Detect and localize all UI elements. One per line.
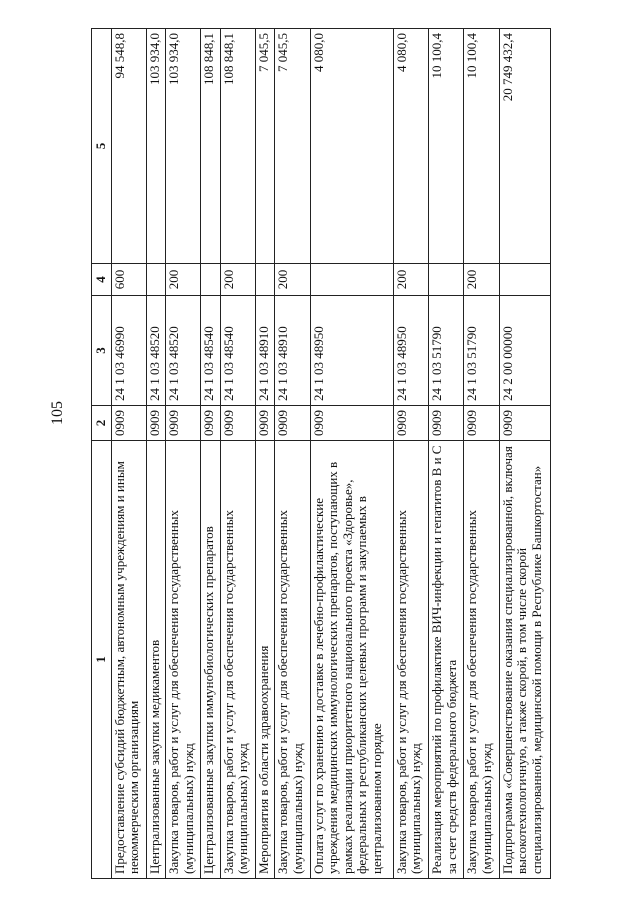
row-target-item-cell: 24 1 03 51790 bbox=[429, 296, 464, 406]
row-name-cell: Закупка товаров, работ и услуг для обеспечения государственных (муниципальных) нужд bbox=[275, 441, 310, 879]
row-amount-cell: 4 080,0 bbox=[310, 29, 393, 264]
row-expense-type-cell bbox=[201, 264, 220, 296]
row-target-item-cell: 24 2 00 00000 bbox=[499, 296, 550, 406]
row-name-cell: Мероприятия в области здравоохранения bbox=[255, 441, 274, 879]
row-target-item-cell: 24 1 03 48910 bbox=[255, 296, 274, 406]
row-name-cell: Централизованные закупки иммунобиологических препаратов bbox=[201, 441, 220, 879]
table-row bbox=[429, 29, 464, 879]
row-target-item-cell: 24 1 03 48950 bbox=[310, 296, 393, 406]
row-target-item-cell: 24 1 03 48520 bbox=[166, 296, 201, 406]
row-amount-cell: 10 100,4 bbox=[429, 29, 464, 264]
row-expense-type-cell bbox=[429, 264, 464, 296]
row-section-cell: 0909 bbox=[310, 406, 393, 441]
row-section-cell: 0909 bbox=[201, 406, 220, 441]
table-header-row bbox=[92, 29, 112, 879]
row-amount-cell: 7 045,5 bbox=[275, 29, 310, 264]
row-section-cell: 0909 bbox=[393, 406, 428, 441]
table-row bbox=[166, 29, 201, 879]
budget-table bbox=[91, 28, 551, 879]
row-amount-cell: 108 848,1 bbox=[201, 29, 220, 264]
row-section-cell: 0909 bbox=[111, 406, 146, 441]
row-name-cell: Реализация мероприятий по профилактике ВИЧ-инфекции и гепатитов B и C за счет средств федерального бюджета bbox=[429, 441, 464, 879]
row-section-cell: 0909 bbox=[255, 406, 274, 441]
row-expense-type-cell: 200 bbox=[393, 264, 428, 296]
row-target-item-cell: 24 1 03 51790 bbox=[464, 296, 499, 406]
row-expense-type-cell bbox=[255, 264, 274, 296]
rotated-page-content bbox=[91, 29, 551, 879]
row-name-cell: Закупка товаров, работ и услуг для обеспечения государственных (муниципальных) нужд bbox=[464, 441, 499, 879]
row-expense-type-cell: 200 bbox=[220, 264, 255, 296]
row-section-cell: 0909 bbox=[146, 406, 165, 441]
table-row bbox=[111, 29, 146, 879]
row-name-cell: Подпрограмма «Совершенствование оказания специализированной, включая высокотехнологичную, а также скорой, в том числе скорой специализированной, медицинской помощи в Республике Башкортостан» bbox=[499, 441, 550, 879]
row-expense-type-cell: 200 bbox=[166, 264, 201, 296]
row-section-cell: 0909 bbox=[275, 406, 310, 441]
table-row bbox=[499, 29, 550, 879]
row-name-cell: Закупка товаров, работ и услуг для обеспечения государственных (муниципальных) нужд bbox=[166, 441, 201, 879]
row-target-item-cell: 24 1 03 48540 bbox=[201, 296, 220, 406]
row-section-cell: 0909 bbox=[464, 406, 499, 441]
row-name-cell: Оплата услуг по хранению и доставке в лечебно-профилактические учреждения медицинских иммунологических препаратов, поступающих в рамках реализации приоритетного национального проекта «Здоровье», федеральных и республиканских целевых программ и закупаемых в централизованном порядке bbox=[310, 441, 393, 879]
page-number: 105 bbox=[49, 401, 66, 425]
row-amount-cell: 103 934,0 bbox=[146, 29, 165, 264]
row-target-item-cell: 24 1 03 48950 bbox=[393, 296, 428, 406]
row-amount-cell: 20 749 432,4 bbox=[499, 29, 550, 264]
row-amount-cell: 94 548,8 bbox=[111, 29, 146, 264]
row-expense-type-cell bbox=[146, 264, 165, 296]
row-target-item-cell: 24 1 03 46990 bbox=[111, 296, 146, 406]
row-target-item-cell: 24 1 03 48910 bbox=[275, 296, 310, 406]
row-expense-type-cell bbox=[310, 264, 393, 296]
table-row bbox=[310, 29, 393, 879]
row-name-cell: Закупка товаров, работ и услуг для обеспечения государственных (муниципальных) нужд bbox=[220, 441, 255, 879]
row-target-item-cell: 24 1 03 48520 bbox=[146, 296, 165, 406]
row-name-cell: Закупка товаров, работ и услуг для обеспечения государственных (муниципальных) нужд bbox=[393, 441, 428, 879]
table-body bbox=[111, 29, 550, 879]
row-section-cell: 0909 bbox=[220, 406, 255, 441]
column-header-amount: 5 bbox=[92, 29, 112, 264]
table-row bbox=[201, 29, 220, 879]
table-row bbox=[220, 29, 255, 879]
row-amount-cell: 10 100,4 bbox=[464, 29, 499, 264]
row-amount-cell: 103 934,0 bbox=[166, 29, 201, 264]
row-section-cell: 0909 bbox=[166, 406, 201, 441]
row-name-cell: Централизованные закупки медикаментов bbox=[146, 441, 165, 879]
row-expense-type-cell bbox=[499, 264, 550, 296]
row-name-cell: Предоставление субсидий бюджетным, автономным учреждениям и иным некоммерческим организациям bbox=[111, 441, 146, 879]
row-expense-type-cell: 600 bbox=[111, 264, 146, 296]
table-row bbox=[275, 29, 310, 879]
column-header-target-item: 3 bbox=[92, 296, 112, 406]
row-target-item-cell: 24 1 03 48540 bbox=[220, 296, 255, 406]
row-section-cell: 0909 bbox=[429, 406, 464, 441]
row-expense-type-cell: 200 bbox=[464, 264, 499, 296]
row-expense-type-cell: 200 bbox=[275, 264, 310, 296]
row-amount-cell: 4 080,0 bbox=[393, 29, 428, 264]
table-row bbox=[146, 29, 165, 879]
column-header-expense-type: 4 bbox=[92, 264, 112, 296]
table-row bbox=[464, 29, 499, 879]
row-amount-cell: 108 848,1 bbox=[220, 29, 255, 264]
row-section-cell: 0909 bbox=[499, 406, 550, 441]
table-row bbox=[393, 29, 428, 879]
table-row bbox=[255, 29, 274, 879]
column-header-section: 2 bbox=[92, 406, 112, 441]
column-header-name: 1 bbox=[92, 441, 112, 879]
row-amount-cell: 7 045,5 bbox=[255, 29, 274, 264]
